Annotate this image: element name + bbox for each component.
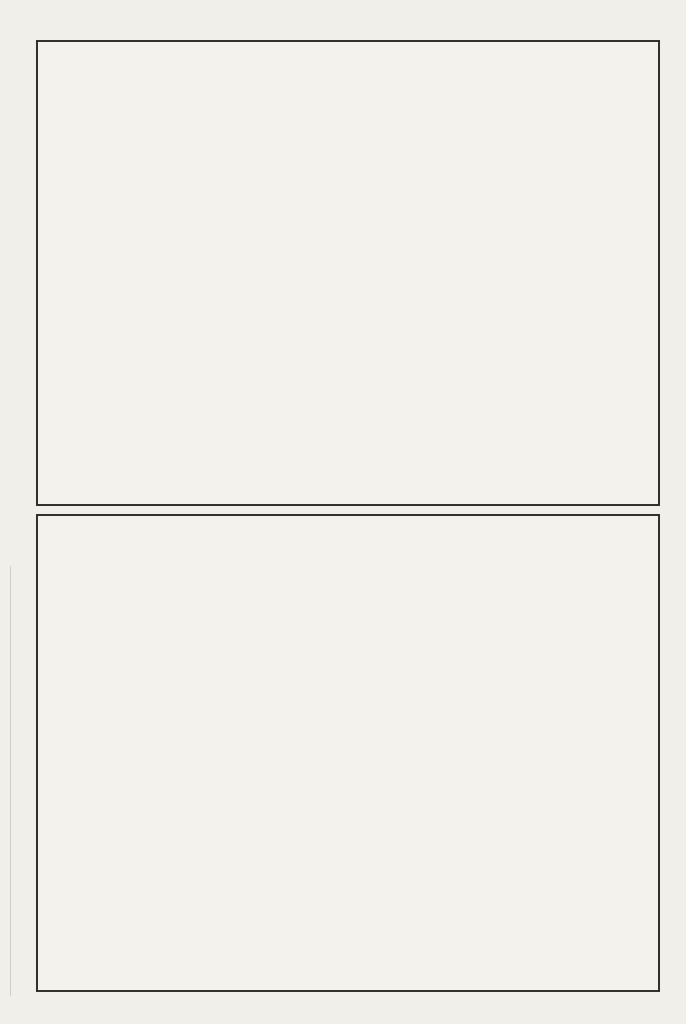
bottom-table xyxy=(36,514,660,992)
scan-artifact xyxy=(10,566,11,996)
top-table xyxy=(36,40,660,506)
